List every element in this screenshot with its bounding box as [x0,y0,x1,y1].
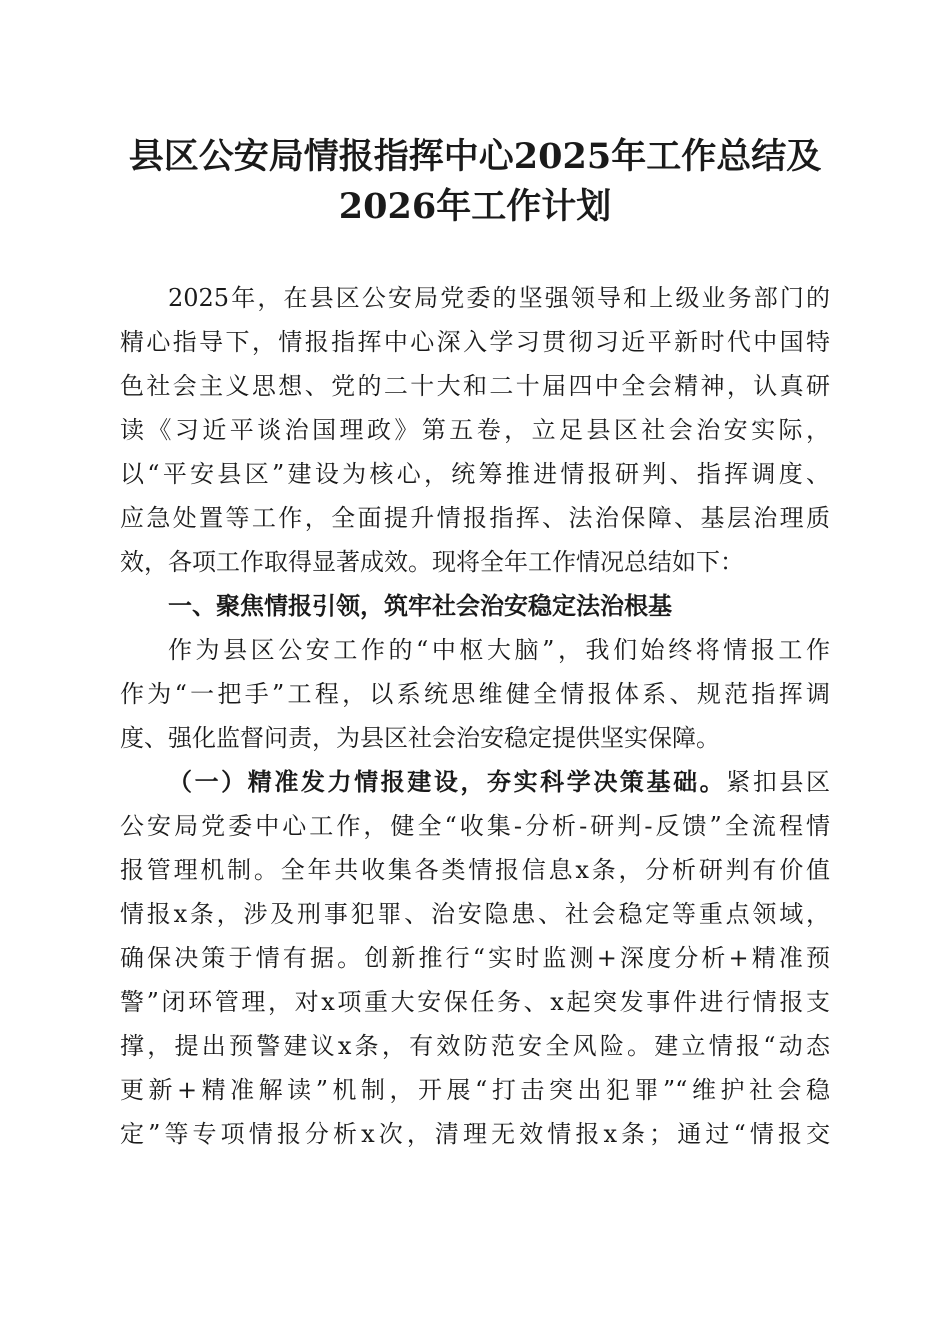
subsection-1-first-rest: 紧扣县区 [726,768,830,796]
document-body [120,276,830,1156]
subsection-1-lead: （一）精准发力情报建设，夯实科学决策基础。 [168,767,727,796]
section-1-paragraph [120,628,830,760]
subsection-1-first-line [120,760,830,804]
intro-line: 2025年，在县区公安局党委的坚强领导和上级业务部门的 [168,284,830,312]
subsection-1-line: 确保决策于情有据。创新推行“实时监测+深度分析+精准预 [120,944,830,972]
intro-line: 效，各项工作取得显著成效。现将全年工作情况总结如下： [120,548,744,576]
subsection-1-line: 报管理机制。全年共收集各类情报信息x条，分析研判有价值 [120,856,830,884]
intro-line: 色社会主义思想、党的二十大和二十届四中全会精神，认真研 [120,372,830,400]
section-1-line: 度、强化监督问责，为县区社会治安稳定提供坚实保障。 [120,724,720,752]
intro-paragraph [120,276,830,584]
subsection-1-line: 定”等专项情报分析x次，清理无效情报x条；通过“情报交 [120,1120,830,1148]
subsection-1-line: 公安局党委中心工作，健全“收集-分析-研判-反馈”全流程情 [120,812,830,840]
title-line-2: 2026年工作计划 [338,186,612,227]
subsection-1-line: 情报x条，涉及刑事犯罪、治安隐患、社会稳定等重点领域， [120,900,830,928]
section-1-line: 作为县区公安工作的“中枢大脑”，我们始终将情报工作 [168,636,830,664]
intro-line: 应急处置等工作，全面提升情报指挥、法治保障、基层治理质 [120,504,830,532]
document-title [110,132,840,232]
intro-line: 以“平安县区”建设为核心，统筹推进情报研判、指挥调度、 [120,460,830,488]
subsection-1-line: 撑，提出预警建议x条，有效防范安全风险。建立情报“动态 [120,1032,830,1060]
section-1-heading: 一、聚焦情报引领，筑牢社会治安稳定法治根基 [168,592,672,620]
subsection-1-paragraph [120,760,830,1156]
subsection-1-line: 更新+精准解读”机制，开展“打击突出犯罪”“维护社会稳 [120,1076,830,1104]
section-1-line: 作为“一把手”工程，以系统思维健全情报体系、规范指挥调 [120,680,830,708]
title-line-1: 县区公安局情报指挥中心2025年工作总结及 [128,136,822,177]
subsection-1-line: 警”闭环管理，对x项重大安保任务、x起突发事件进行情报支 [120,988,830,1016]
intro-line: 精心指导下，情报指挥中心深入学习贯彻习近平新时代中国特 [120,328,830,356]
intro-line: 读《习近平谈治国理政》第五卷，立足县区社会治安实际， [120,416,830,444]
